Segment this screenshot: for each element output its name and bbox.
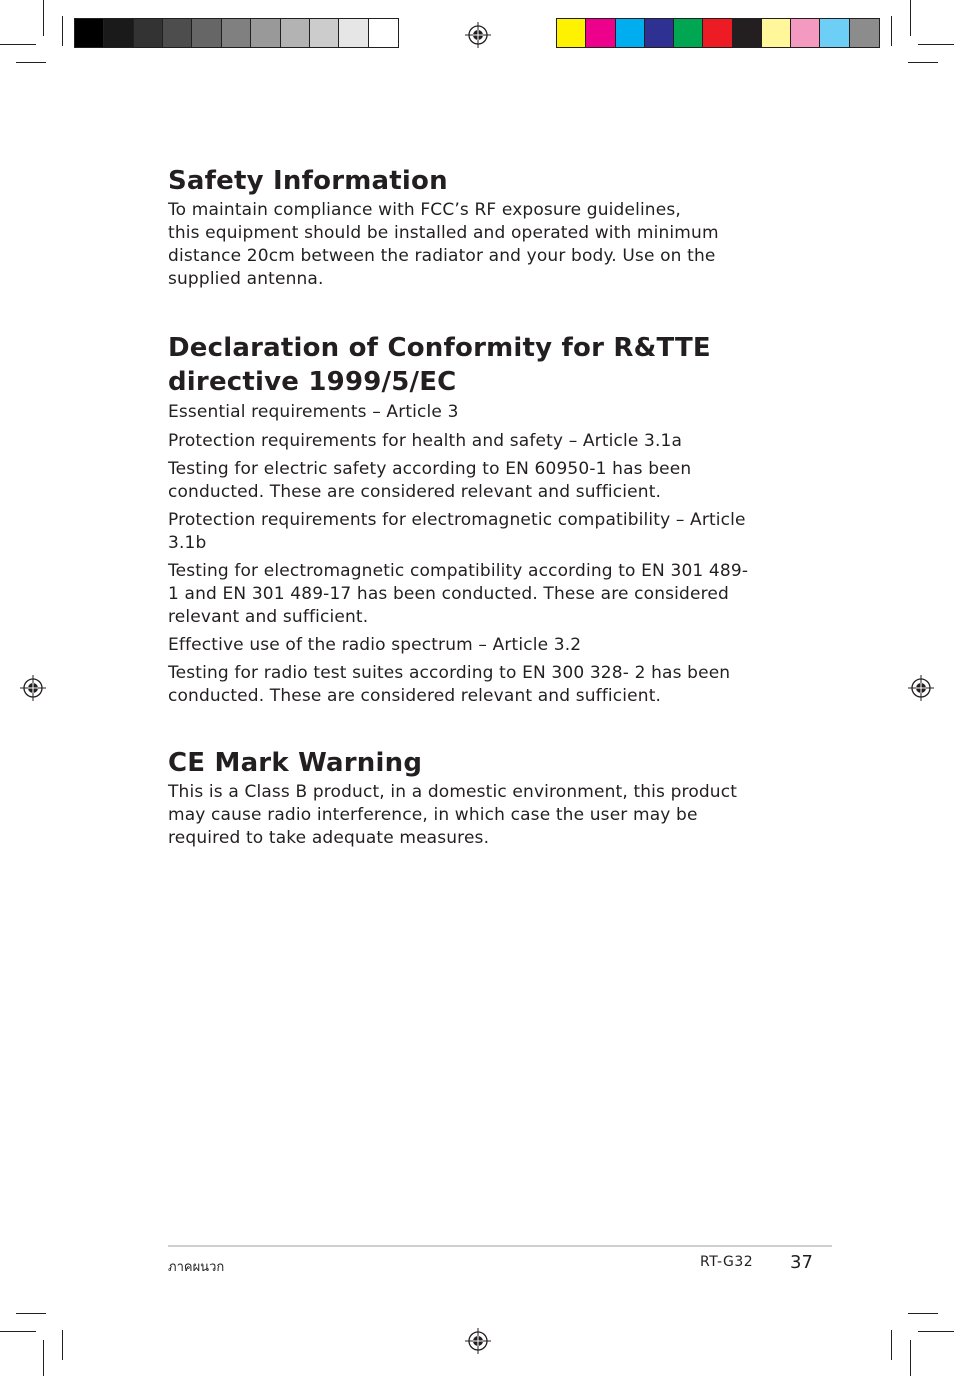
safety-information-text: To maintain compliance with FCC’s RF exposure guidelines, this equipment should be installed and operated with minimum distance 20cm between the radiator and your body. Use on the supplied antenna. [168, 200, 719, 289]
color-swatch [820, 19, 849, 47]
color-swatch [310, 19, 339, 47]
color-swatch [850, 19, 879, 47]
color-swatch [163, 19, 192, 47]
footer-divider [168, 1245, 832, 1247]
declaration-paragraph: Testing for electric safety according to EN 60950-1 has been conducted. These are considered relevant and sufficient. [168, 459, 692, 502]
declaration-paragraph: Essential requirements – Article 3 [168, 402, 459, 422]
declaration-paragraph: Protection requirements for health and safety – Article 3.1a [168, 431, 683, 451]
declaration-paragraph: Protection requirements for electromagnetic compatibility – Article 3.1b [168, 510, 746, 553]
process-color-bar [556, 18, 880, 48]
color-swatch [281, 19, 310, 47]
color-swatch [645, 19, 674, 47]
color-swatch [557, 19, 586, 47]
color-swatch [222, 19, 251, 47]
registration-mark-right-icon [908, 675, 934, 701]
registration-mark-bottom-icon [465, 1328, 491, 1354]
color-swatch [192, 19, 221, 47]
color-swatch [339, 19, 368, 47]
page-number: 37 [790, 1252, 813, 1273]
color-swatch [104, 19, 133, 47]
declaration-paragraph: Effective use of the radio spectrum – Article 3.2 [168, 635, 582, 655]
page-content [168, 164, 798, 850]
color-swatch [791, 19, 820, 47]
color-swatch [75, 19, 104, 47]
ce-mark-heading: CE Mark Warning [168, 748, 423, 778]
registration-mark-top-icon [465, 22, 491, 48]
footer-model-name: RT-G32 [700, 1254, 754, 1270]
color-swatch [134, 19, 163, 47]
color-swatch [251, 19, 280, 47]
color-swatch [703, 19, 732, 47]
safety-information-section [168, 164, 798, 291]
color-swatch [369, 19, 398, 47]
ce-mark-text: This is a Class B product, in a domestic environment, this product may cause radio interference, in which case the user may be required to take adequate measures. [168, 782, 738, 848]
footer-section-label: ภาคผนวก [168, 1260, 225, 1275]
registration-mark-left-icon [20, 675, 46, 701]
declaration-paragraph: Testing for electromagnetic compatibility according to EN 301 489- 1 and EN 301 489-17 has been conducted. These are considered relevant and sufficient. [168, 561, 749, 627]
color-swatch [762, 19, 791, 47]
color-swatch [616, 19, 645, 47]
declaration-heading: Declaration of Conformity for R&TTE directive 1999/5/EC [168, 333, 711, 397]
declaration-paragraph: Testing for radio test suites according to EN 300 328- 2 has been conducted. These are considered relevant and sufficient. [168, 663, 731, 706]
ce-mark-section [168, 746, 798, 850]
color-swatch [586, 19, 615, 47]
color-swatch [733, 19, 762, 47]
grayscale-color-bar [74, 18, 399, 48]
declaration-section [168, 331, 798, 708]
color-swatch [674, 19, 703, 47]
safety-information-heading: Safety Information [168, 166, 448, 196]
